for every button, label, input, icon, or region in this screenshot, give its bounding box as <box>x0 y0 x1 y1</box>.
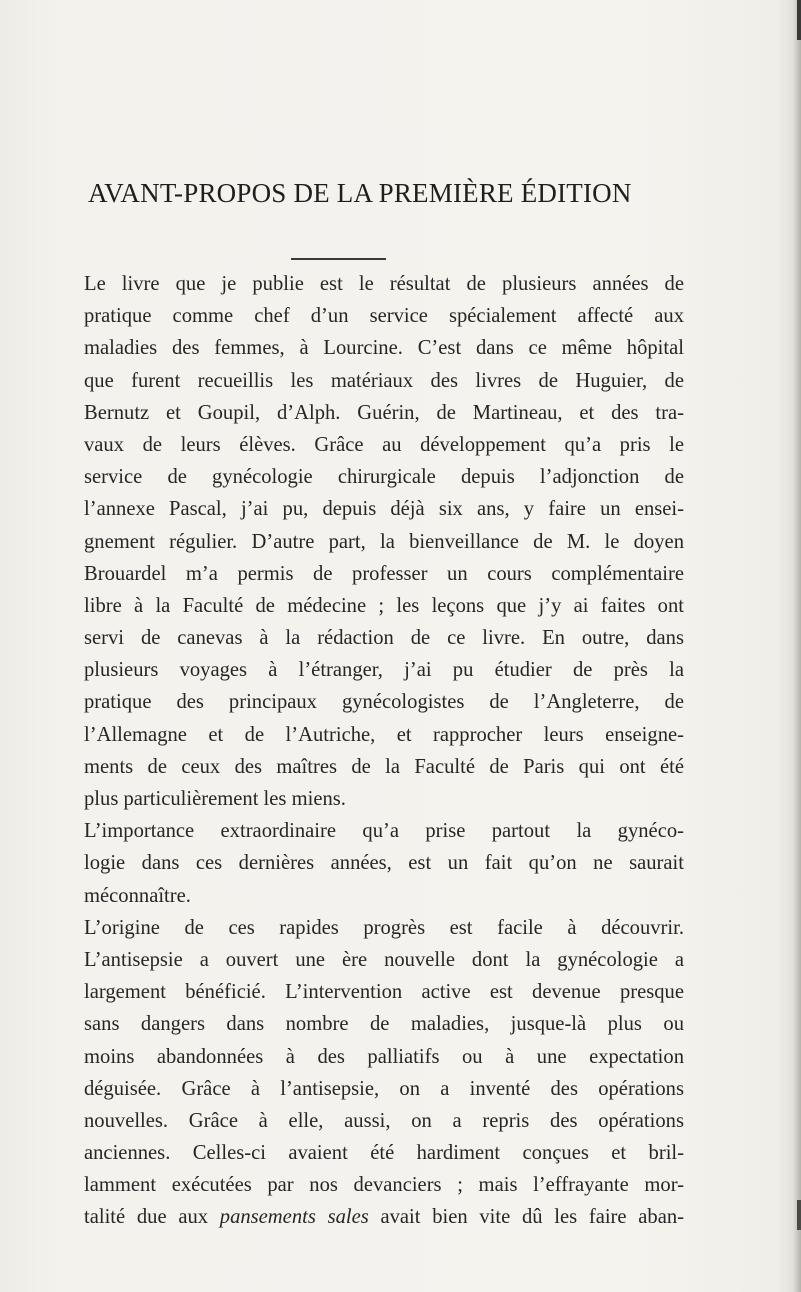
text-line: Brouardel m’a permis de professer un cours complémentaire <box>84 562 684 585</box>
text-line: lamment exécutées par nos devanciers ; mais l’effrayante mor- <box>84 1174 684 1197</box>
text-line: libre à la Faculté de médecine ; les leçons que j’y ai faites ont <box>84 594 684 617</box>
text-line: L’importance extraordinaire qu’a prise partout la gynéco- <box>84 820 684 843</box>
text-line: Le livre que je publie est le résultat de plusieurs années de <box>84 273 684 295</box>
page-title: AVANT-PROPOS DE LA PREMIÈRE ÉDITION <box>88 178 632 208</box>
text-line: largement bénéficié. L’intervention active est devenue presque <box>84 981 684 1004</box>
text-line: sans dangers dans nombre de maladies, jusque-là plus ou <box>84 1013 684 1036</box>
text-line: ments de ceux des maîtres de la Faculté de Paris qui ont été <box>84 755 684 778</box>
text-line: moins abandonnées à des palliatifs ou à une expectation <box>84 1045 684 1068</box>
text-line-with-italic <box>84 1201 684 1233</box>
text-line: l’Allemagne et de l’Autriche, et rapprocher leurs enseigne- <box>84 723 684 746</box>
text-line: plusieurs voyages à l’étranger, j’ai pu étudier de près la <box>84 659 684 682</box>
text-line: L’antisepsie a ouvert une ère nouvelle dont la gynécologie a <box>84 948 684 971</box>
page-edge-mark <box>797 0 801 40</box>
body-text <box>84 268 684 1234</box>
text-line: pratique comme chef d’un service spécialement affecté aux <box>84 305 684 328</box>
text-line: plus particulièrement les miens. <box>84 788 346 810</box>
text-line: maladies des femmes, à Lourcine. C’est dans ce même hôpital <box>84 337 684 360</box>
text-line: que furent recueillis les matériaux des livres de Huguier, de <box>84 369 684 392</box>
page-edge-mark <box>797 1200 801 1230</box>
text-line: servi de canevas à la rédaction de ce livre. En outre, dans <box>84 627 684 650</box>
text-line: service de gynécologie chirurgicale depuis l’adjonction de <box>84 466 684 489</box>
page-edge-shadow <box>793 0 801 1292</box>
text-segment: talité due aux <box>84 1206 220 1229</box>
text-segment: avait bien vite dû les faire aban- <box>368 1206 684 1229</box>
text-line: l’annexe Pascal, j’ai pu, depuis déjà six ans, y faire un ensei- <box>84 498 684 521</box>
text-line: déguisée. Grâce à l’antisepsie, on a inventé des opérations <box>84 1077 684 1100</box>
text-line: Bernutz et Goupil, d’Alph. Guérin, de Martineau, et des tra- <box>84 401 684 424</box>
text-line: anciennes. Celles-ci avaient été hardiment conçues et bril- <box>84 1142 684 1165</box>
text-line: méconnaître. <box>84 884 191 907</box>
text-line: logie dans ces dernières années, est un fait qu’on ne saurait <box>84 852 684 875</box>
title-rule <box>291 258 386 260</box>
text-line: pratique des principaux gynécologistes de l’Angleterre, de <box>84 691 684 714</box>
text-line: gnement régulier. D’autre part, la bienveillance de M. le doyen <box>84 530 684 553</box>
text-line: L’origine de ces rapides progrès est facile à découvrir. <box>84 916 684 939</box>
text-line: nouvelles. Grâce à elle, aussi, on a repris des opérations <box>84 1109 684 1132</box>
italic-text: pansements sales <box>219 1206 369 1229</box>
text-line: vaux de leurs élèves. Grâce au développement qu’a pris le <box>84 433 684 456</box>
